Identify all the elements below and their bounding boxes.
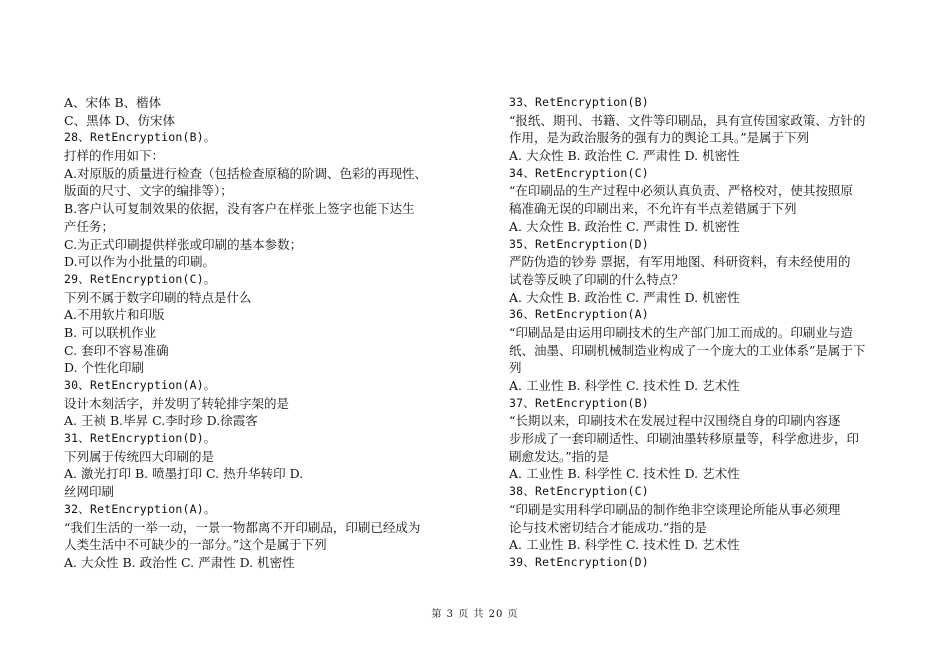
text-line: A. 大众性 B. 政治性 C. 严肃性 D. 机密性	[509, 218, 740, 234]
text-line: 列	[509, 360, 522, 376]
text-line: A. 大众性 B. 政治性 C. 严肃性 D. 机密性	[64, 554, 295, 570]
question-header: 37、RetEncryption(B)	[509, 395, 649, 410]
question-header: 34、RetEncryption(C)	[509, 165, 649, 180]
text-line: C. 套印不容易准确	[64, 342, 169, 358]
right-column	[509, 94, 899, 572]
text-line: A.不用软片和印版	[64, 307, 165, 323]
text-line: “在印刷品的生产过程中必须认真负责、严格校对，使其按照原	[509, 183, 853, 199]
question-header: 28、RetEncryption(B)。	[64, 130, 216, 145]
text-line: 下列不属于数字印刷的特点是什么	[64, 289, 252, 305]
text-line: 人类生活中不可缺少的一部分。”这个是属于下列	[64, 537, 327, 553]
question-header: 31、RetEncryption(D)。	[64, 431, 216, 446]
text-line: A. 王祯 B.毕昇 C.李时珍 D.徐霞客	[64, 413, 258, 429]
text-line: D.可以作为小批量的印刷。	[64, 254, 216, 270]
text-line: “报纸、期刊、书籍、文件等印刷品，具有宣传国家政策、方针的	[509, 112, 866, 128]
question-header: 32、RetEncryption(A)。	[64, 501, 216, 516]
question-header: 39、RetEncryption(D)	[509, 554, 649, 569]
text-line: “印刷品是由运用印刷技术的生产部门加工而成的。印刷业与造	[509, 324, 853, 340]
text-line: 产任务；	[64, 218, 115, 234]
text-line: A. 激光打印 B. 喷墨打印 C. 热升华转印 D.	[64, 466, 304, 482]
text-line: “我们生活的一举一动，一景一物都离不开印刷品，印刷已经成为	[64, 519, 421, 535]
text-line: A. 大众性 B. 政治性 C. 严肃性 D. 机密性	[509, 148, 740, 164]
text-line: A. 工业性 B. 科学性 C. 技术性 D. 艺术性	[509, 378, 740, 393]
text-line: B.客户认可复制效果的依据，没有客户在样张上签字也能下达生	[64, 201, 415, 217]
text-line: “长期以来，印刷技术在发展过程中汉围绕自身的印刷内容逐	[509, 413, 841, 429]
question-header: 33、RetEncryption(B)	[509, 95, 649, 109]
text-line: A. 工业性 B. 科学性 C. 技术性 D. 艺术性	[509, 537, 740, 553]
text-line: A. 工业性 B. 科学性 C. 技术性 D. 艺术性	[509, 466, 740, 482]
text-line: “印刷是实用科学印刷品的制作绝非空谈理论所能从事必须理	[509, 501, 841, 517]
text-line: C、黑体 D、仿宋体	[64, 112, 176, 128]
question-header: 35、RetEncryption(D)	[509, 236, 649, 251]
text-line: 版面的尺寸、文字的编排等）；	[64, 183, 233, 199]
text-line: 作用，是为政治服务的强有力的舆论工具。”是属于下列	[509, 130, 810, 146]
text-line: 打样的作用如下：	[64, 148, 165, 164]
text-line: 论与技术密切结合才能成功.”指的是	[509, 519, 707, 535]
text-line: 丝网印刷	[64, 484, 115, 500]
text-line: 刷愈发达。”指的是	[509, 448, 610, 464]
question-header: 38、RetEncryption(C)	[509, 484, 649, 499]
text-line: A、宋体 B、楷体	[64, 95, 162, 110]
text-line: 稿准确无误的印刷出来，不允许有半点差错属于下列	[509, 201, 797, 217]
text-line: B. 可以联机作业	[64, 324, 157, 340]
text-line: A.对原版的质量进行检查（包括检查原稿的阶调、色彩的再现性、	[64, 165, 428, 181]
question-header: 36、RetEncryption(A)	[509, 307, 649, 322]
question-header: 29、RetEncryption(C)。	[64, 271, 216, 286]
text-line: 严防伪造的钞券 票据，有军用地图、科研资料，有未经使用的	[509, 254, 851, 270]
text-line: 试卷等反映了印刷的什么特点？	[509, 271, 685, 287]
left-column	[64, 94, 464, 572]
text-line: 纸、油墨、印刷机械制造业构成了一个庞大的工业体系”是属于下	[509, 342, 866, 358]
text-line: C.为正式印刷提供样张或印刷的基本参数；	[64, 236, 303, 252]
text-line: A. 大众性 B. 政治性 C. 严肃性 D. 机密性	[509, 289, 740, 305]
text-line: 设计木刻活字，并发明了转轮排字架的是	[64, 395, 290, 411]
page-footer: 第 3 页 共 20 页	[431, 609, 519, 620]
text-line: 下列属于传统四大印刷的是	[64, 448, 215, 464]
text-line: D. 个性化印刷	[64, 360, 145, 376]
text-line: 步形成了一套印刷适性、印刷油墨转移原量等，科学愈进步，印	[509, 431, 860, 447]
question-header: 30、RetEncryption(A)。	[64, 378, 216, 392]
